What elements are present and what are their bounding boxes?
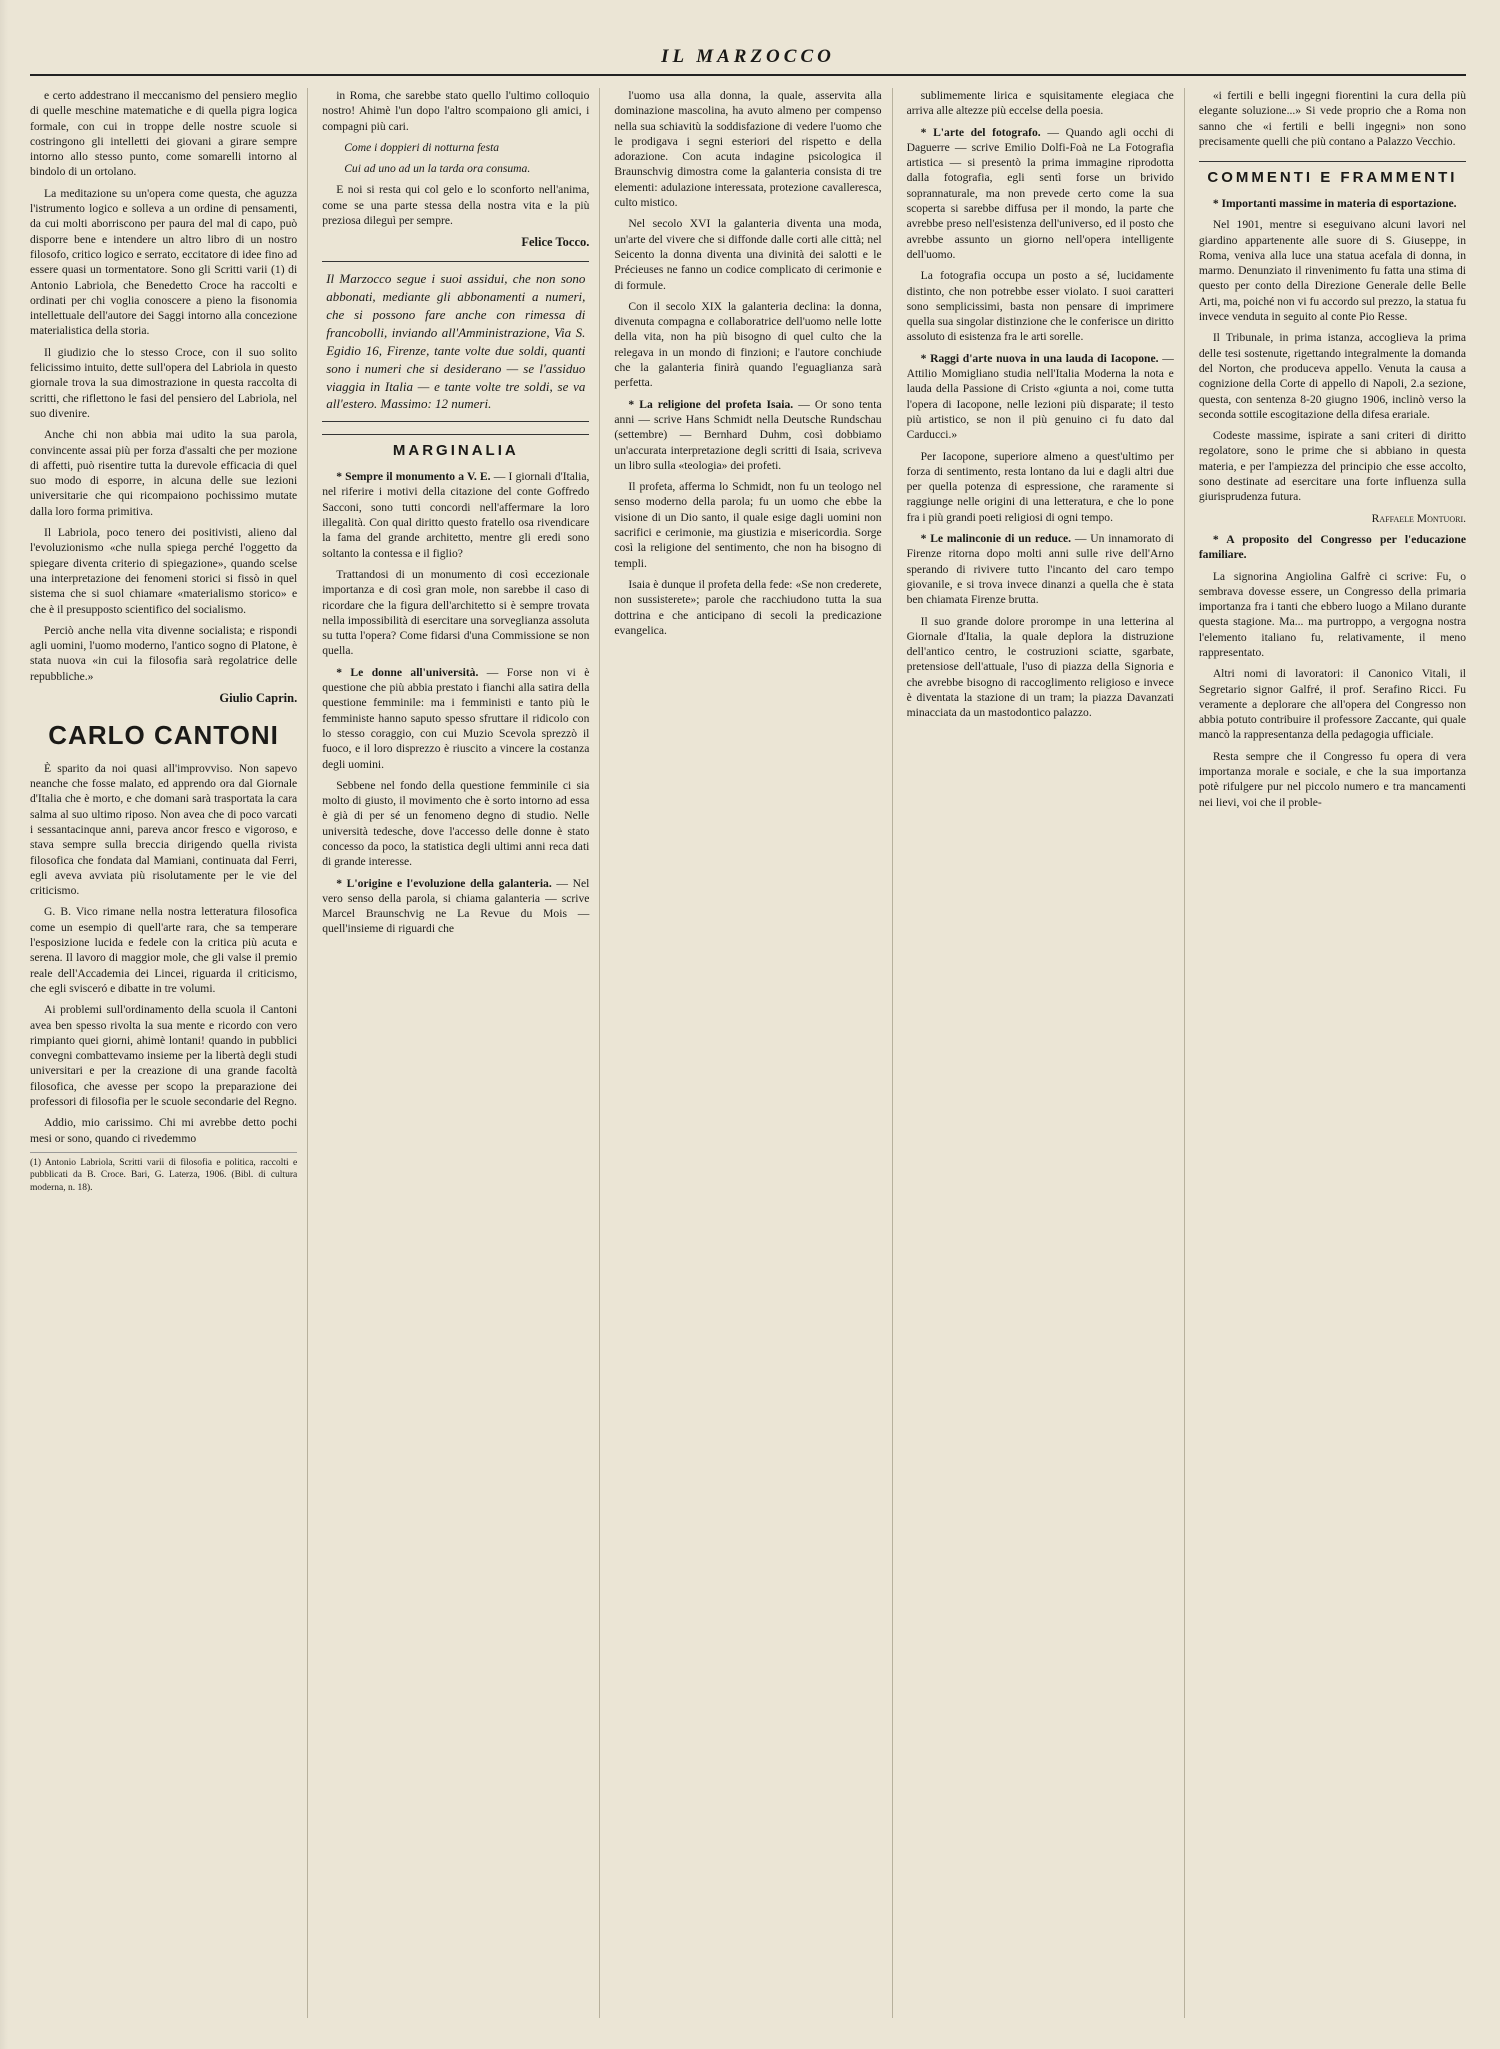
paragraph: «i fertili e belli ingegni fiorentini la cura della più elegante soluzione...» Si vede proprio che a Roma non sanno che «i fertili e belli ingegni» non sono precisamente quelli che più contano a Palazzo Vecchio. — [1198, 89, 1467, 148]
masthead: IL MARZOCCO — [661, 46, 835, 67]
item-heading: * A proposito del Congresso per l'educazione familiare. — [1198, 532, 1467, 562]
paragraph: E noi si resta qui col gelo e lo sconforto nell'anima, come se una parte stessa della nostra vita e la più preziosa dileguì per sempre. — [322, 183, 590, 228]
paragraph: l'uomo usa alla donna, la quale, asservita alla dominazione mascolina, ha avuto almeno per compenso nella sua schiavitù la soddisfazione di vedere l'uomo che le prodigava i segni esteriori del rispetto e della adorazione. Con acuta indagine psicologica il Braunschvig dimostra come la galanteria consista di tre elementi: adulazione interessata, protezione cavalleresca, culto mistico. — [614, 89, 882, 210]
paragraph: Isaia è dunque il profeta della fede: «Se non crederete, non sussisterete»; parole che racchiudono tutta la sua dottrina e che anticipano di secoli la predicazione evangelica. — [614, 577, 882, 637]
item-heading: * Raggi d'arte nuova in una lauda di Iacopone. — [920, 351, 1159, 365]
paragraph: Addio, mio carissimo. Chi mi avrebbe detto pochi mesi or sono, quando ci rivedemmo — [30, 1116, 298, 1145]
item-text: — I giornali d'Italia, nel riferire i motivi della citazione del conte Goffredo Sacconi, sono tutti concordi nell'affermare la loro illegalità. Con qual diritto questo fratello osa rivendicare la fama del grande architetto, mentre gli eredi sono soltanto la contessa e il figlio? — [322, 470, 590, 560]
paragraph: Perciò anche nella vita divenne socialista; e rispondi agli uomini, l'uomo moderno, l'antico sogno di Platone, è stata nuova «in cui la filosofia sarà regolatrice delle repubbliche.» — [30, 623, 298, 683]
item-heading: * Importanti massime in materia di esportazione. — [1212, 196, 1457, 210]
item-text: — Un innamorato di Firenze ritorna dopo molti anni sulle rive dell'Arno sperando di rivivere tutto l'incanto del caro tempo giovanile, e si trova invece dinanzi a quella che è stata ben chiamata Firenze brutta. — [906, 532, 1174, 607]
columns — [30, 88, 1466, 2018]
subscription-notice: Il Marzocco segue i suoi assidui, che non sono abbonati, mediante gli abbonamenti a numeri, che si possono fare anche con rimessa di francobolli, inviando all'Amministrazione, Via S. Egidio 16, Firenze, tante volte due soldi, quanti sono i numeri che si desiderano — se l'assiduo viaggia in Italia — e tante volte tre soldi, se va all'estero. Massimo: 12 numeri. — [322, 261, 589, 423]
paragraph: e certo addestrano il meccanismo del pensiero meglio di quelle meschine matematiche e di quella pigra logica formale, con cui in troppe delle nostre scuole si costringono gli intelletti dei giovani a girare sempre intorno allo stesso punto, come somarelli intorno al bindolo di un ortolano. — [30, 89, 298, 179]
paragraph: Nel 1901, mentre si eseguivano alcuni lavori nel giardino appartenente alle suore di S. Giuseppe, in Roma, veniva alla luce una statua acefala di donna, in marmo. Denunziato il rinvenimento fu fatta una stima di questo per conto della Direzione Generale delle Belle Arti, ma, poiché non vi fu accordo sul prezzo, la statua fu invece venduta in seguito al conte Pio Resse. — [1198, 218, 1467, 324]
item-heading: * Le malinconie di un reduce. — [920, 532, 1072, 546]
paragraph: in Roma, che sarebbe stato quello l'ultimo colloquio nostro! Ahimè l'un dopo l'altro scompaiono gli amici, i compagni più cari. — [322, 89, 590, 133]
paragraph: Ai problemi sull'ordinamento della scuola il Cantoni avea ben spesso rivolta la sua mente e ricordo con vero rimpianto quei giorni, ahimè lontani! quando in pubblici convegni combattevamo insieme per la libertà degli studi universitari e per la creazione di una grande facoltà filosofica, che avesse per scopo la preparazione dei professori di filosofia per le scuole secondarie del Regno. — [30, 1003, 298, 1109]
article-signature: Raffaele Montuori. — [1371, 511, 1467, 525]
column-2 — [322, 88, 600, 2018]
item-text: — Quando agli occhi di Daguerre — scrive Emilio Dolfi-Foà ne La Fotografia artistica — si presentò la prima immagine riprodotta dalla fotografia, egli sentì forse un brivido soprannaturale, ma non prevede certo come la sua scoperta si sarebbe diffusa per il mondo, la parte che avrebbe preso nell'esistenza dell'universo, ed il posto che avrebbe assunto un giorno nell'opera intelligente dell'uomo. — [906, 125, 1174, 261]
paragraph: sublimemente lirica e squisitamente elegiaca che arriva alle altezze più eccelse della poesia. — [906, 89, 1174, 118]
item-text: — Or sono tenta anni — scrive Hans Schmidt nella Deutsche Rundschau (settembre) — Bernhard Duhm, così dobbiamo un'accurata interpretazione degli scritti di Isaia, scriveva un libro sulla «teologia» dei profeti. — [614, 397, 882, 472]
article-signature: Giulio Caprin. — [219, 690, 298, 705]
paragraph: Il profeta, afferma lo Schmidt, non fu un teologo nel senso moderno della parola; fu un uomo che ebbe la visione di un Dio santo, il quale esige dagli uomini non sacrifici e cerimonie, ma giustizia e misericordia. Sorge così la religione del sentimento, che non ha bisogno di templi. — [614, 480, 882, 570]
item-text: — Nel vero senso della parola, si chiama galanteria — scrive Marcel Braunschvig ne La Revue du Mois — quell'insieme di riguardi che — [322, 876, 590, 936]
paragraph: Per Iacopone, superiore almeno a quest'ultimo per forza di sentimento, resta lontano da lui e dagli altri due per quella potenza di espressione, che raramente si raggiunge nelle origini di una letteratura, e che lo pone fra i più grandi poeti religiosi di ogni tempo. — [906, 449, 1174, 524]
header-rule — [30, 74, 1466, 76]
section-title: COMMENTI E FRAMMENTI — [1199, 161, 1466, 188]
paragraph: Trattandosi di un monumento di così eccezionale importanza e di così gran mole, non sarebbe il caso di ricordare che la figura dell'architetto si è sempre trovata nella impossibilità di esercitare una sorveglianza assoluta su tutta l'opera? Come fidarsi d'una Commissione se non quella. — [322, 567, 590, 658]
item-text: — Forse non vi è questione che più abbia prestato i fianchi alla satira della questione femminile: ma i femministi e tanto più le femministe hanno saputo spesso sfruttare il ridicolo con lo stesso coraggio, con cui Muzio Scevola sprezzò il fuoco, e il loro disprezzo è riuscito a vincere la costanza degli uomini. — [322, 665, 590, 771]
column-3 — [614, 88, 892, 2018]
paragraph: È sparito da noi quasi all'improvviso. Non sapevo neanche che fosse malato, ed apprendo ora dal Giornale d'Italia che è morto, e che domani sarà trasportata la cara salma al suo ultimo riposo. Non avea che di poco varcati i sessantacinque anni, pareva ancor fresco e vigoroso, e stava sempre sulla breccia dirigendo quella rivista filosofica che fondata dal Mamiani, continuata dal Ferri, egli aveva avviata più risolutamente per le vie del criticismo. — [30, 761, 298, 898]
paragraph: La meditazione su un'opera come questa, che aguzza l'istrumento logico e solleva a un ordine di pensamenti, da cui molti aborriscono per paura del mal di capo, può disporre bene e intendere un altro libro di un nostro filosofo, critico logico e serrato, eccitatore di idee fino ad essere quasi un tormentatore. Sono gli Scritti varii (1) di Antonio Labriola, che Benedetto Croce ha raccolti e ordinati per chi voglia conoscere a pieno la fisonomia intellettuale dell'autore dei Saggi intorno alla concezione materialistica della storia. — [30, 186, 298, 338]
item-heading: * Le donne all'università. — [336, 665, 479, 679]
column-5 — [1199, 88, 1466, 2018]
item-heading: * L'arte del fotografo. — [920, 125, 1041, 139]
paragraph: G. B. Vico rimane nella nostra letteratura filosofica come un esempio di quell'arte rara, che sa temperare l'esposizione lucida e fedele con la critica più acuta e serena. Il lavoro di maggior mole, che gli valse il premio reale dell'Accademia dei Lincei, riguarda il criticismo, che egli svisceró e dibatte in tre volumi. — [30, 905, 298, 995]
item-heading: * Sempre il monumento a V. E. — [336, 470, 491, 484]
paragraph: Il giudizio che lo stesso Croce, con il suo solito felicissimo intuito, dette sull'opera del Labriola in questo giornale trova la sua dimostrazione in questa raccolta di scritti, che riflettono le fasi del pensiero del Labriola, nel suo divenire. — [30, 345, 298, 420]
paragraph: Sebbene nel fondo della questione femminile ci sia molto di giusto, il movimento che è sorto intorno ad essa è già di per sé un fenomeno degno di studio. Nelle università tedesche, dove l'accesso delle donne è stato concesso da poco, la statistica degli ultimi anni reca dati di grande interesse. — [322, 778, 590, 869]
paragraph: Altri nomi di lavoratori: il Canonico Vitali, il Segretario signor Galfré, il prof. Serafino Ricci. Fu veramente a deplorare che all'opera del Congresso non abbia potuto contribuire il professore Zaccante, qui quale mancò la rappresentanza della pedagogia ufficiale. — [1198, 667, 1467, 742]
paragraph: Il Labriola, poco tenero dei positivisti, alieno dal l'evoluzionismo «che nulla spiega perché l'oggetto da spiegare diventa criterio di spiegazione», quando scelse una interpretazione dei fenomeni storici si fissò in quel sistema che si suol chiamare «materialismo storico» e che è il presupposto scientifico del socialismo. — [30, 526, 298, 616]
paragraph: Codeste massime, ispirate a sani criteri di diritto regolatore, sono le prime che si abbiano in questa materia, e per l'ampiezza del principio che esse accolto, sono destinate ad esercitare una forte influenza sulla giurisprudenza futura. — [1198, 429, 1467, 504]
paragraph: Con il secolo XIX la galanteria declina: la donna, divenuta compagna e collaboratrice dell'uomo nelle lotte della vita, non ha più bisogno di quel culto che la relegava in un mondo di finzioni; e l'autore conchiude che la galanteria finirà quando l'eguaglianza sarà perfetta. — [614, 299, 882, 390]
poem-line: Cui ad uno ad un la tarda ora consuma. — [344, 162, 531, 176]
article-title: CARLO CANTONI — [48, 720, 279, 751]
paragraph: Anche chi non abbia mai udito la sua parola, convincente assai più per forza d'assalti che per mozione di affetti, può risentire tutta la durevole efficacia di quel suo modo di esporre, in alcuna delle sue lezioni universitarie che qui ricompaiono pochissimo mutate dalla loro forma primitiva. — [30, 428, 298, 518]
item-text: — Attilio Momigliano studia nell'Italia Moderna la nota e lauda della Passione di Cristo «giunta a noi, come tutta l'opera di Iacopone, nelle lezioni più disparate; il testo più artistico, se non il più genuino ci fu dato dal Carducci.» — [906, 351, 1174, 442]
paragraph: Il Tribunale, in prima istanza, accoglieva la prima delle tesi sostenute, rigettando integralmente la domanda del Norton, che produceva appello. Venuta la causa a cognizione della Corte di appello di Napoli, 2.a sezione, questa, con sentenza 8-20 giugno 1906, inclinò verso la seconda sottile escogitazione della difesa erariale. — [1198, 331, 1467, 421]
poem-line: Come i doppieri di notturna festa — [344, 140, 500, 154]
paragraph: La signorina Angiolina Galfrè ci scrive: Fu, o sembrava dovesse essere, un Congresso della primaria importanza fra i tanti che ebbero luogo a Milano durante questa stagione. Ma... ma purtroppo, a vergogna nostra l'elemento italiano fu, relativamente, il meno rappresentato. — [1198, 569, 1467, 659]
section-title: MARGINALIA — [322, 434, 589, 461]
item-heading: * La religione del profeta Isaia. — [628, 397, 794, 411]
paragraph: Il suo grande dolore prorompe in una letterina al Giornale d'Italia, la quale deplora la distruzione dell'antico centro, le costruzioni sciatte, sgarbate, pretensiose dell'attuale, l'uso di piazza della Signoria e che avrebbe bisogno di raccoglimento religioso e invece è diventata la stazione di un tram; la piazza Davanzati minacciata da un mastodontico palazzo. — [906, 614, 1174, 720]
article-signature: Felice Tocco. — [521, 235, 590, 250]
item-heading: * L'origine e l'evoluzione della galanteria. — [336, 876, 552, 890]
paragraph: Resta sempre che il Congresso fu opera di vera importanza morale e sociale, e che la sua importanza potè rifulgere pur nel piccolo numero e tra mancamenti nei lievi, voi che il proble- — [1198, 749, 1467, 809]
column-4 — [907, 88, 1185, 2018]
paragraph: La fotografia occupa un posto a sé, lucidamente distinto, che non potrebbe esser violato. I suoi caratteri sono semplicissimi, basta non pensare di imprimere quella sua singolar distinzione che le conferisce un diritto assoluto di esistenza fra le arti sorelle. — [906, 269, 1174, 344]
column-1 — [30, 88, 308, 2018]
paragraph: Nel secolo XVI la galanteria diventa una moda, un'arte del vivere che si diffonde dalle corti alle città; nel Seicento la donna diventa una divinità dei salotti e le Précieuses ne fanno un codice complicato di cerimonie e di formule. — [614, 217, 882, 292]
footnote: (1) Antonio Labriola, Scritti varii di filosofia e politica, raccolti e pubblicati da B. Croce. Bari, G. Laterza, 1906. (Bibl. di cultura moderna, n. 18). — [30, 1152, 297, 1195]
